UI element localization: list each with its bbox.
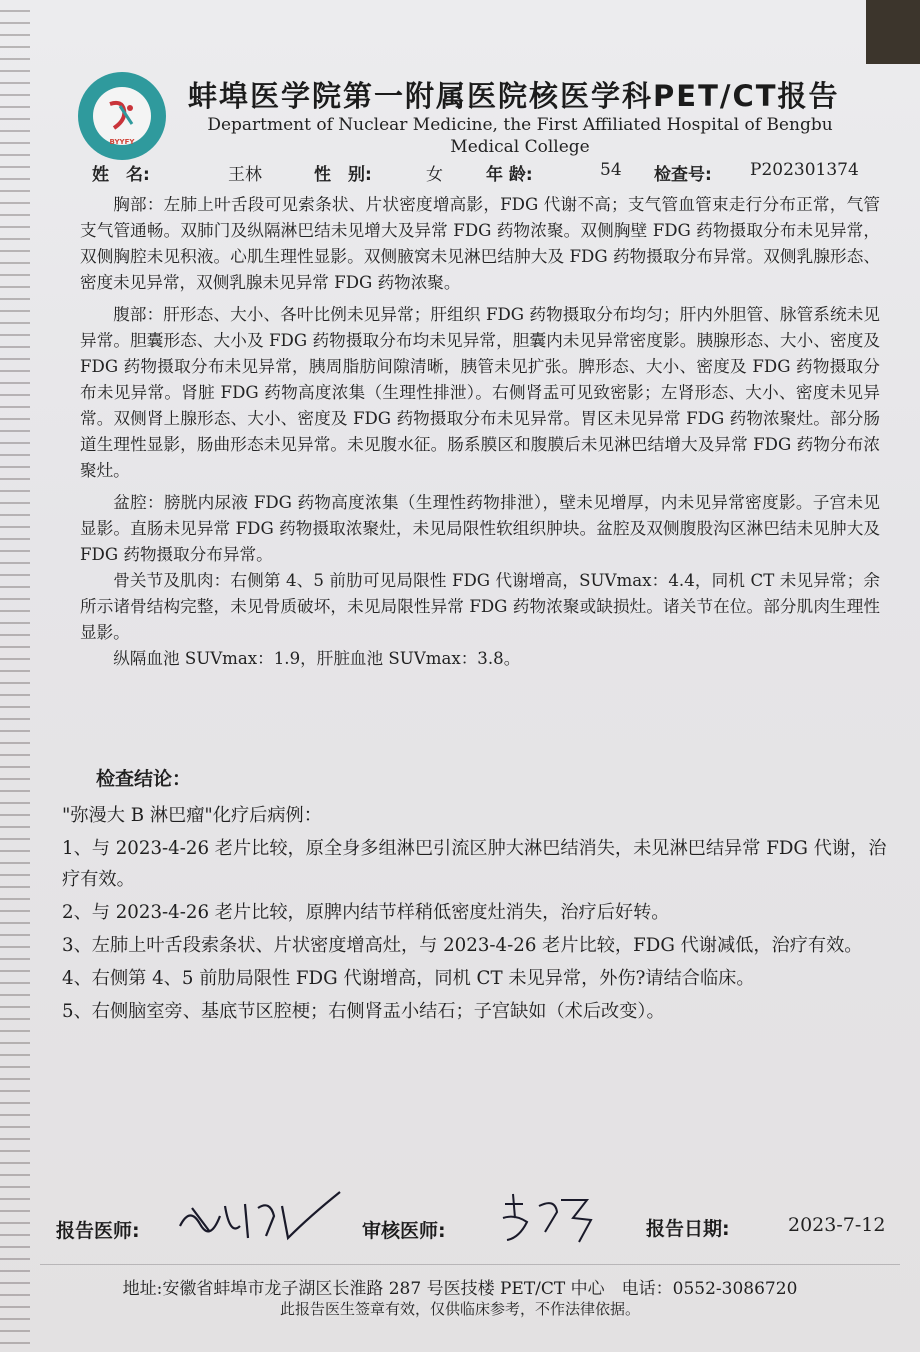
report-header <box>70 62 900 162</box>
conclusion-item: 3、左肺上叶舌段索条状、片状密度增高灶，与 2023-4-26 老片比较，FDG 代谢减低，治疗有效。 <box>62 935 863 956</box>
abdomen-findings: 腹部：肝形态、大小、各叶比例未见异常；肝组织 FDG 药物摄取分布均匀；肝内外胆管、脉管系统未见异常。胆囊形态、大小及 FDG 药物摄取分布均未见异常，胆囊内未见异常密度影。胰腺形态、大小、密度及 FDG 药物摄取分布未见异常，胰周脂肪间隙清晰，胰管未见扩张。脾形态、大小、密度及 FDG 药物摄取分布未见异常。肾脏 FDG 药物高度浓集（生理性排泄）。右侧肾盂可见致密影；左肾形态、大小、密度未见异常。双侧肾上腺形态、大小、密度及 FDG 药物摄取分布未见异常。胃区未见异常 FDG 药物浓聚灶。部分肠道生理性显影，肠曲形态未见异常。未见腹水征。肠系膜区和腹膜后未见淋巴结增大及异常 FDG 药物分布浓聚灶。 <box>80 305 880 480</box>
report-title-english: Department of Nuclear Medicine, the First Affiliated Hospital of Bengbu Medical College <box>207 115 833 157</box>
conclusion-item: 4、右侧第 4、5 前肋局限性 FDG 代谢增高，同机 CT 未见异常，外伤?请结合临床。 <box>62 968 755 989</box>
logo-abbrev: BYYFY <box>109 138 135 146</box>
logo-mark-icon <box>102 96 142 136</box>
findings-section <box>80 192 880 672</box>
conclusion-title: 检查结论： <box>96 768 192 790</box>
name-label: 姓 名: <box>92 165 150 185</box>
background-edge <box>866 0 920 64</box>
footer-divider <box>40 1264 900 1265</box>
bone-findings: 骨关节及肌肉：右侧第 4、5 前肋可见局限性 FDG 代谢增高，SUVmax：4.4，同机 CT 未见异常；余所示诸骨结构完整，未见骨质破坏，未见局限性异常 FDG 药物浓聚或缺损灶。诸关节在位。部分肌肉生理性显影。 <box>80 571 880 642</box>
age-label: 年 龄: <box>486 165 533 185</box>
report-date: 2023-7-12 <box>788 1214 886 1236</box>
conclusion-item: 5、右侧脑室旁、基底节区腔梗；右侧肾盂小结石；子宫缺如（术后改变）。 <box>62 1001 665 1022</box>
binding-edge <box>0 0 30 1352</box>
logo-emblem <box>93 87 151 145</box>
patient-name: 王林 <box>228 165 262 185</box>
sex-label: 性 别: <box>314 165 372 185</box>
reporter-signature <box>170 1186 350 1246</box>
report-title: 蚌埠医学院第一附属医院核医学科PET/CT报告 <box>188 79 840 113</box>
chest-findings: 胸部：左肺上叶舌段可见索条状、片状密度增高影，FDG 代谢不高；支气管血管束走行分布正常，气管支气管通畅。双肺门及纵隔淋巴结未见增大及异常 FDG 药物浓聚。双侧胸壁 FDG 药物摄取分布未见异常，双侧胸腔未见积液。心肌生理性显影。双侧腋窝未见淋巴结肿大及 FDG 药物摄取分布异常。双侧乳腺形态、密度未见异常，双侧乳腺未见异常 FDG 药物浓聚。 <box>80 195 880 292</box>
signature-row <box>0 1180 920 1260</box>
reviewer-label: 审核医师: <box>362 1220 446 1242</box>
patient-age: 54 <box>600 160 622 180</box>
conclusion-section <box>62 800 898 1029</box>
conclusion-item: 2、与 2023-4-26 老片比较，原脾内结节样稍低密度灶消失，治疗后好转。 <box>62 902 670 923</box>
patient-sex: 女 <box>426 165 443 185</box>
reporter-label: 报告医师: <box>56 1220 140 1242</box>
patient-info-row <box>0 160 920 190</box>
hospital-logo <box>78 72 166 160</box>
date-label: 报告日期: <box>646 1218 730 1240</box>
blood-pool-values: 纵隔血池 SUVmax：1.9，肝脏血池 SUVmax：3.8。 <box>113 649 521 668</box>
reviewer-signature <box>495 1188 605 1248</box>
conclusion-intro: "弥漫大 B 淋巴瘤"化疗后病例： <box>62 805 322 826</box>
exam-number: P202301374 <box>750 160 859 180</box>
footer-address: 地址:安徽省蚌埠市龙子湖区长淮路 287 号医技楼 PET/CT 中心 电话：0552-3086720 <box>122 1279 798 1299</box>
footer-note: 此报告医生签章有效，仅供临床参考，不作法律依据。 <box>279 1300 640 1318</box>
conclusion-item: 1、与 2023-4-26 老片比较，原全身多组淋巴引流区肿大淋巴结消失，未见淋巴结异常 FDG 代谢，治疗有效。 <box>62 838 887 890</box>
pelvis-findings: 盆腔：膀胱内尿液 FDG 药物高度浓集（生理性药物排泄），壁未见增厚，内未见异常密度影。子宫未见显影。直肠未见异常 FDG 药物摄取浓聚灶，未见局限性软组织肿块。盆腔及双侧腹股沟区淋巴结未见肿大及 FDG 药物摄取分布异常。 <box>80 493 880 564</box>
exam-no-label: 检查号: <box>654 165 712 185</box>
